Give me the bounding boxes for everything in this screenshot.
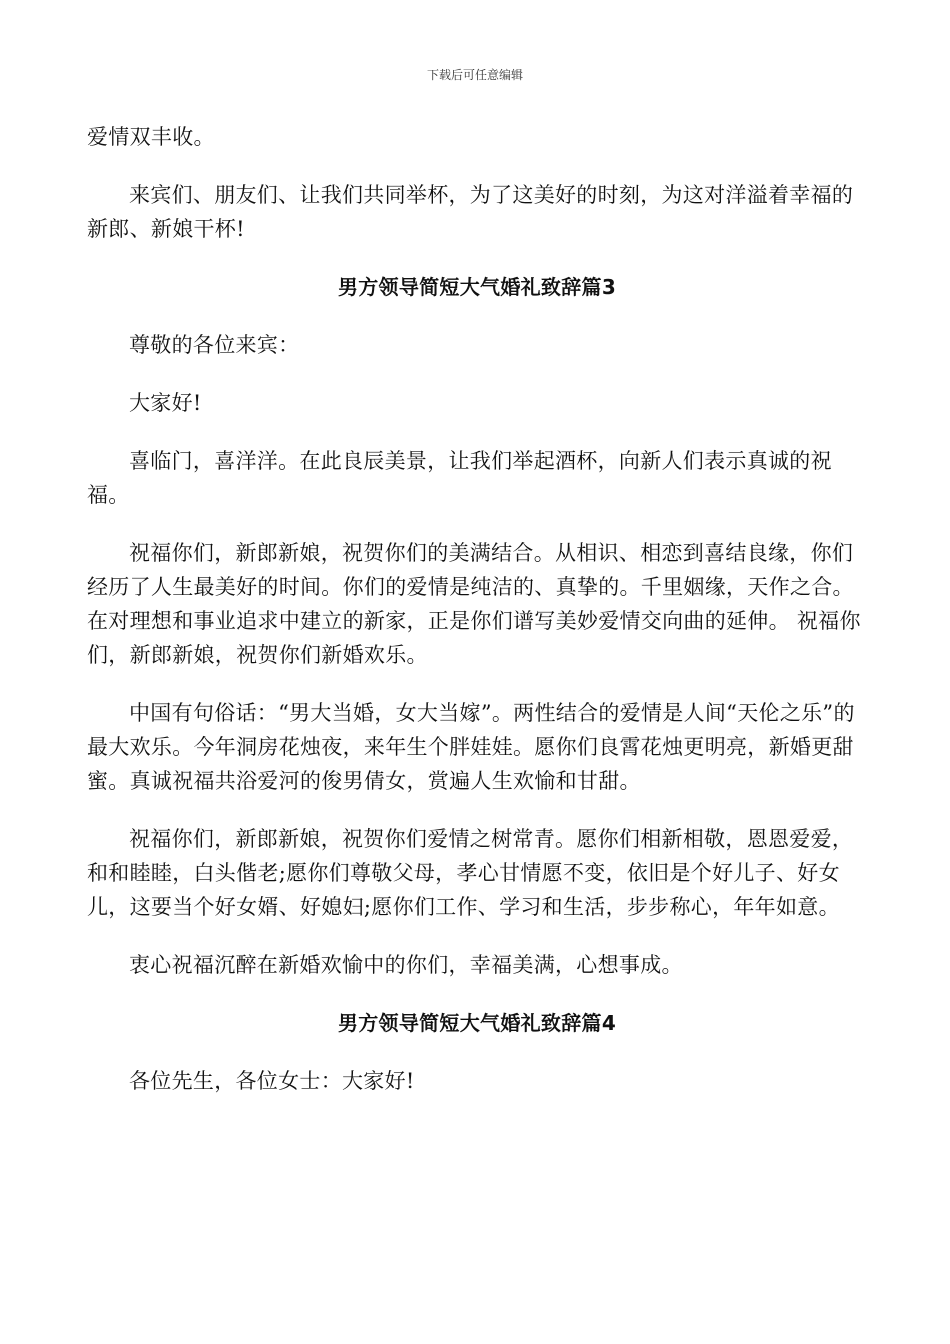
section-heading: 男方领导简短大气婚礼致辞篇3 — [337, 275, 617, 299]
paragraph: 衷心祝福沉醉在新婚欢愉中的你们，幸福美满，心想事成。 — [129, 953, 683, 977]
document-body — [87, 120, 867, 1122]
page-header: 下载后可任意编辑 — [426, 68, 523, 82]
section-heading: 男方领导简短大气婚礼致辞篇4 — [337, 1011, 617, 1035]
paragraph: 来宾们、朋友们、让我们共同举杯，为了这美好的时刻，为这对洋溢着幸福的新郎、新娘干杯! — [87, 183, 854, 241]
paragraph: 大家好! — [129, 391, 202, 415]
paragraph: 中国有句俗话：“男大当婚，女大当嫁”。两性结合的爱情是人间“天伦之乐”的最大欢乐。今年洞房花烛夜，来年生个胖娃娃。愿你们良霄花烛更明亮，新婚更甜蜜。真诚祝福共浴爱河的俊男倩女，赏遍人生欢愉和甘甜。 — [87, 701, 855, 793]
paragraph: 各位先生，各位女士：大家好! — [129, 1069, 415, 1093]
paragraph: 尊敬的各位来宾： — [129, 333, 300, 357]
paragraph: 喜临门，喜洋洋。在此良辰美景，让我们举起酒杯，向新人们表示真诚的祝福。 — [87, 449, 832, 507]
paragraph: 祝福你们，新郎新娘，祝贺你们爱情之树常青。愿你们相新相敬，恩恩爱爱，和和睦睦，白头偕老;愿你们尊敬父母，孝心甘情愿不变，依旧是个好儿子、好女儿，这要当个好女婿、好媳妇;愿你们工作、学习和生活，步步称心，年年如意。 — [87, 827, 854, 919]
paragraph: 爱情双丰收。 — [87, 125, 215, 149]
paragraph: 祝福你们，新郎新娘，祝贺你们的美满结合。从相识、相恋到喜结良缘，你们经历了人生最美好的时间。你们的爱情是纯洁的、真挚的。千里姻缘，天作之合。在对理想和事业追求中建立的新家，正是你们谱写美妙爱情交向曲的延伸。 祝福你们，新郎新娘，祝贺你们新婚欢乐。 — [87, 541, 861, 667]
